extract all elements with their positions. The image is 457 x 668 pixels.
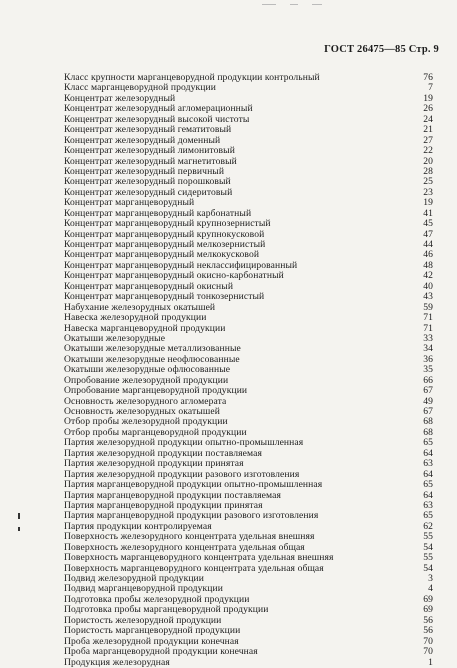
entry-term: Подготовка пробы марганцеворудной продукции [64,605,269,616]
index-entry [64,386,433,396]
entry-term: Концентрат железорудный магнетитовый [64,156,237,167]
index-entry [64,595,433,605]
index-entry [64,449,433,459]
entry-term: Концентрат железорудный порошковый [64,177,231,188]
entry-term: Окатыши железорудные неофлюсованные [64,354,240,365]
index-entry [64,94,433,104]
entry-page-number: 54 [423,562,433,574]
index-entry [64,334,433,344]
index-entry [64,125,433,135]
index-entry [64,511,433,521]
entry-page-number: 71 [423,312,433,324]
entry-term: Продукция железорудная [64,657,170,668]
index-entry [64,303,433,313]
index-entry [64,146,433,156]
entry-page-number: 76 [423,72,433,83]
entry-page-number: 35 [423,364,433,376]
index-entry [64,209,433,219]
entry-term: Концентрат железорудный доменный [64,135,221,146]
entry-term: Концентрат марганцеворудный окисно-карбонатный [64,271,284,282]
entry-page-number: 4 [428,583,433,595]
entry-page-number: 20 [423,155,433,167]
entry-page-number: 45 [423,218,433,230]
entry-term: Концентрат марганцеворудный крупнокусковой [64,229,265,240]
index-entry [64,647,433,657]
entry-term: Отбор пробы марганцеворудной продукции [64,427,247,438]
entry-term: Набухание железорудных окатышей [64,302,216,313]
index-list [64,73,433,668]
entry-term: Пористость марганцеворудной продукции [64,626,241,637]
index-entry [64,292,433,302]
index-entry [64,376,433,386]
entry-term: Концентрат железорудный гематитовый [64,125,232,136]
entry-page-number: 46 [423,249,433,261]
entry-term: Концентрат железорудный [64,93,176,104]
entry-term: Основность железорудного агломерата [64,396,227,407]
entry-page-number: 68 [423,416,433,428]
top-mark [290,4,298,5]
index-entry [64,543,433,553]
entry-term: Концентрат марганцеворудный карбонатный [64,208,252,219]
entry-term: Окатыши железорудные офлюсованные [64,365,231,376]
index-entry [64,313,433,323]
index-entry [64,397,433,407]
entry-page-number: 36 [423,353,433,365]
index-entry [64,355,433,365]
entry-page-number: 42 [423,270,433,282]
entry-term: Концентрат железорудный агломерационный [64,104,253,115]
entry-page-number: 34 [423,343,433,355]
index-entry [64,136,433,146]
entry-page-number: 64 [423,447,433,459]
entry-page-number: 24 [423,113,433,125]
entry-term: Поверхность железорудного концентрата удельная общая [64,542,305,553]
index-entry [64,167,433,177]
entry-term: Концентрат марганцеворудный окисный [64,281,234,292]
entry-term: Концентрат железорудный лимонитовый [64,146,235,157]
index-entry [64,428,433,438]
entry-term: Окатыши железорудные металлизованные [64,344,241,355]
entry-term: Навеска марганцеворудной продукции [64,323,226,334]
index-entry [64,198,433,208]
entry-page-number: 49 [423,395,433,407]
index-entry [64,584,433,594]
entry-page-number: 40 [423,280,433,292]
index-entry [64,658,433,668]
entry-page-number: 71 [423,322,433,334]
entry-term: Концентрат марганцеворудный крупнозернистый [64,219,271,230]
entry-page-number: 67 [423,406,433,417]
index-entry [64,522,433,532]
entry-term: Подвид железорудной продукции [64,574,205,584]
index-entry [64,459,433,469]
index-entry [64,438,433,448]
entry-term: Поверхность марганцеворудного концентрата удельная внешняя [64,553,334,564]
margin-mark [18,513,20,519]
index-entry [64,282,433,292]
entry-page-number: 27 [423,134,433,146]
entry-page-number: 21 [423,124,433,136]
entry-term: Концентрат железорудный первичный [64,166,225,177]
entry-term: Проба железорудной продукции конечная [64,636,239,647]
entry-term: Концентрат марганцеворудный мелкокусковой [64,250,260,261]
entry-page-number: 70 [423,646,433,658]
entry-term: Концентрат марганцеворудный мелкозернистый [64,240,266,250]
index-entry [64,605,433,615]
entry-page-number: 28 [423,165,433,177]
entry-page-number: 69 [423,593,433,605]
entry-term: Партия железорудной продукции разового изготовления [64,469,300,480]
entry-page-number: 65 [423,510,433,522]
index-entry [64,240,433,250]
entry-term: Опробование марганцеворудной продукции [64,386,248,397]
index-entry [64,553,433,563]
index-entry [64,324,433,334]
entry-page-number: 63 [423,499,433,511]
index-entry [64,219,433,229]
entry-term: Класс марганцеворудной продукции [64,83,217,94]
entry-page-number: 56 [423,625,433,637]
entry-page-number: 62 [423,520,433,532]
entry-term: Концентрат железорудный высокой чистоты [64,114,250,125]
index-entry [64,157,433,167]
entry-term: Поверхность железорудного концентрата удельная внешняя [64,532,315,543]
top-mark [262,4,276,5]
entry-page-number: 22 [423,145,433,157]
entry-page-number: 55 [423,552,433,564]
entry-term: Основность железорудных окатышей [64,407,220,417]
entry-term: Партия марганцеворудной продукции принятая [64,500,263,511]
entry-page-number: 68 [423,426,433,438]
entry-term: Проба марганцеворудной продукции конечная [64,647,258,658]
top-mark [312,4,322,5]
entry-term: Подготовка пробы железорудной продукции [64,594,250,605]
entry-page-number: 65 [423,479,433,491]
index-entry [64,365,433,375]
index-entry [64,574,433,584]
entry-page-number: 48 [423,259,433,271]
index-entry [64,230,433,240]
entry-page-number: 47 [423,228,433,240]
entry-page-number: 3 [428,573,433,584]
index-entry [64,73,433,83]
index-entry [64,83,433,93]
entry-term: Партия марганцеворудной продукции разового изготовления [64,511,319,522]
index-entry [64,626,433,636]
entry-term: Партия продукции контролируемая [64,521,212,532]
index-entry [64,532,433,542]
entry-term: Партия железорудной продукции опытно-промышленная [64,438,304,449]
entry-term: Опробование железорудной продукции [64,375,229,386]
entry-page-number: 7 [428,82,433,94]
entry-term: Подвид марганцеворудной продукции [64,584,224,595]
entry-page-number: 64 [423,468,433,480]
index-entry [64,417,433,427]
entry-term: Концентрат марганцеворудный неклассифицированный [64,260,298,271]
entry-page-number: 43 [423,291,433,303]
margin-mark [18,527,20,531]
entry-term: Окатыши железорудные [64,333,166,344]
entry-term: Навеска железорудной продукции [64,313,207,324]
entry-page-number: 66 [423,374,433,386]
entry-term: Концентрат марганцеворудный тонкозернистый [64,292,265,303]
entry-term: Поверхность марганцеворудного концентрата удельная общая [64,563,324,574]
index-entry [64,501,433,511]
entry-term: Партия железорудной продукции принятая [64,459,244,470]
entry-page-number: 69 [423,604,433,616]
entry-page-number: 23 [423,186,433,198]
entry-page-number: 44 [423,239,433,250]
page-header: ГОСТ 26475—85 Стр. 9 [324,44,439,55]
entry-term: Партия железорудной продукции поставляемая [64,448,262,459]
index-entry [64,271,433,281]
entry-term: Концентрат железорудный сидеритовый [64,187,233,198]
index-entry [64,480,433,490]
entry-term: Концентрат марганцеворудный [64,198,195,209]
entry-page-number: 59 [423,301,433,313]
entry-page-number: 55 [423,531,433,543]
index-entry [64,177,433,187]
index-entry [64,470,433,480]
entry-page-number: 26 [423,103,433,115]
entry-page-number: 41 [423,207,433,219]
entry-term: Партия марганцеворудной продукции поставляемая [64,490,281,501]
entry-page-number: 70 [423,635,433,647]
index-entry [64,261,433,271]
index-entry [64,250,433,260]
entry-page-number: 25 [423,176,433,188]
index-entry [64,104,433,114]
index-entry [64,564,433,574]
entry-page-number: 54 [423,541,433,553]
entry-page-number: 1 [428,656,433,668]
entry-page-number: 65 [423,437,433,449]
index-entry [64,616,433,626]
index-entry [64,407,433,417]
entry-page-number: 19 [423,197,433,209]
entry-page-number: 19 [423,92,433,104]
entry-page-number: 56 [423,614,433,626]
index-entry [64,188,433,198]
index-entry [64,115,433,125]
entry-term: Отбор пробы железорудной продукции [64,417,228,428]
entry-term: Класс крупности марганцеворудной продукции контрольный [64,73,320,83]
index-entry [64,344,433,354]
entry-term: Пористость железорудной продукции [64,615,222,626]
entry-page-number: 63 [423,458,433,470]
index-entry [64,637,433,647]
entry-term: Партия марганцеворудной продукции опытно-промышленная [64,480,323,491]
entry-page-number: 33 [423,332,433,344]
index-entry [64,491,433,501]
entry-page-number: 64 [423,489,433,501]
entry-page-number: 67 [423,385,433,397]
